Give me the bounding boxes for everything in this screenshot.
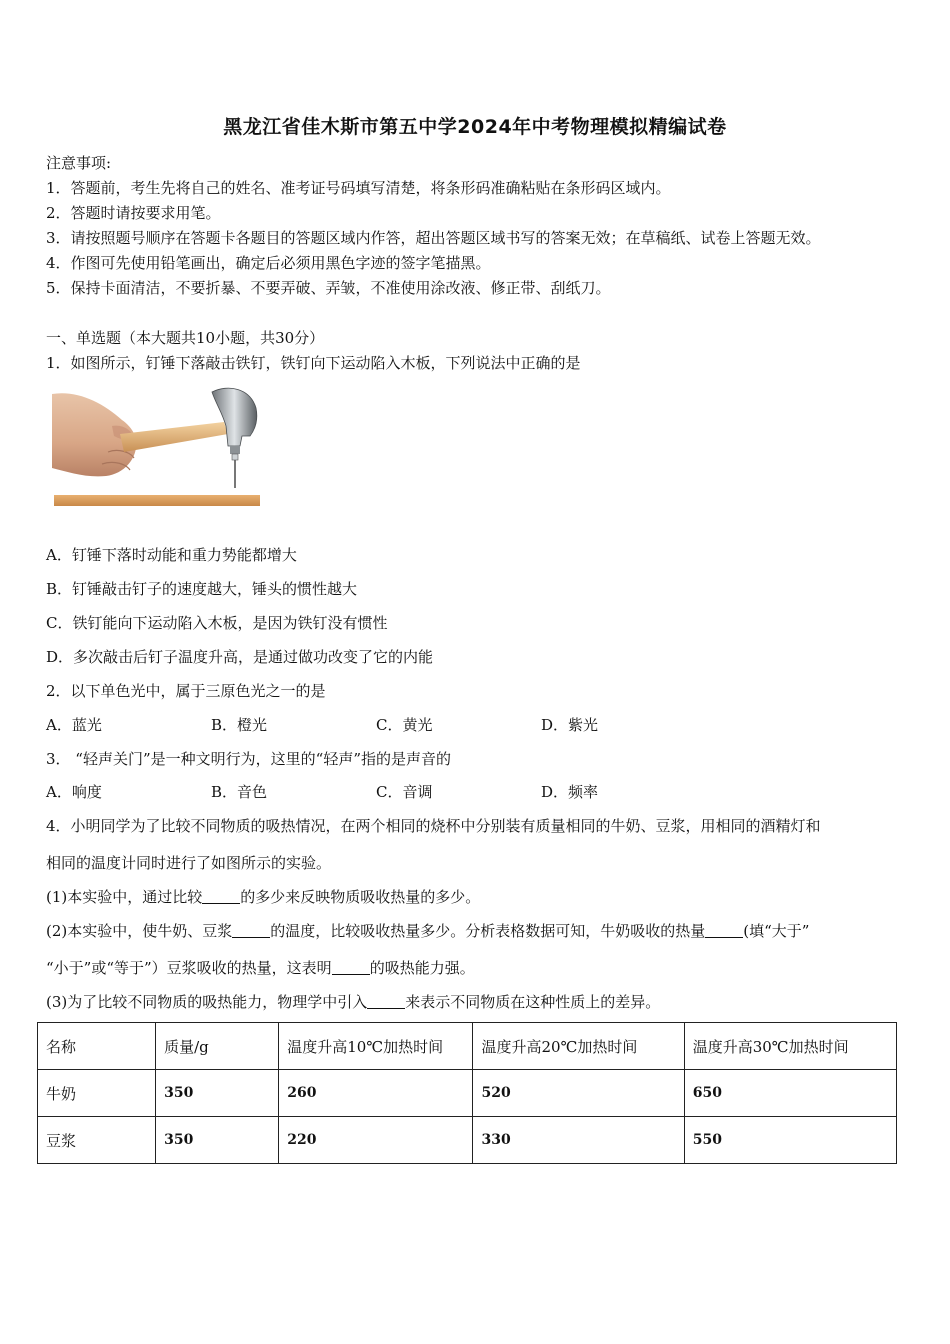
- q4-part2-text-d: “小于”或“等于”）豆浆吸收的热量，这表明: [46, 959, 332, 977]
- q1-option-b: B．钉锤敲击钉子的速度越大，锤头的惯性越大: [46, 580, 358, 598]
- q4-part2-cont: [46, 957, 475, 978]
- q3-stem: 3． “轻声关门”是一种文明行为，这里的“轻声”指的是声音的: [46, 750, 451, 768]
- answer-blank[interactable]: [332, 960, 370, 975]
- table-row: [38, 1070, 897, 1117]
- table-header-row: [38, 1023, 897, 1070]
- table-cell: 330: [473, 1117, 684, 1164]
- q4-part2-text-c: (填“大于”: [743, 922, 810, 940]
- q2-stem: 2．以下单色光中，属于三原色光之一的是: [46, 682, 326, 700]
- q1-option-a: A．钉锤下落时动能和重力势能都增大: [46, 546, 297, 564]
- notice-item-3: 3．请按照题号顺序在答题卡各题目的答题区域内作答，超出答题区域书写的答案无效；在草稿纸、试卷上答题无效。: [46, 229, 821, 247]
- answer-blank[interactable]: [705, 923, 743, 938]
- q1-option-c: C．铁钉能向下运动陷入木板，是因为铁钉没有惯性: [46, 614, 388, 632]
- q2-option-a: A．蓝光: [46, 716, 102, 734]
- answer-blank[interactable]: [367, 994, 405, 1009]
- table-cell: 260: [279, 1070, 473, 1117]
- q4-stem-line2: 相同的温度计同时进行了如图所示的实验。: [46, 854, 332, 872]
- notice-item-5: 5．保持卡面清洁，不要折暴、不要弄破、弄皱，不准使用涂改液、修正带、刮纸刀。: [46, 279, 611, 297]
- q3-option-c: C．音调: [376, 783, 433, 801]
- table-header-cell: 温度升高10℃加热时间: [279, 1023, 473, 1070]
- q3-option-a: A．响度: [46, 783, 102, 801]
- q1-stem: 1．如图所示，钉锤下落敲击铁钉，铁钉向下运动陷入木板，下列说法中正确的是: [46, 354, 581, 372]
- section-heading: 一、单选题（本大题共10小题，共30分）: [46, 329, 325, 347]
- table-cell: 550: [684, 1117, 896, 1164]
- q3-option-d: D．频率: [541, 783, 599, 801]
- q2-option-c: C．黄光: [376, 716, 433, 734]
- notice-item-1: 1．答题前，考生先将自己的姓名、准考证号码填写清楚，将条形码准确粘贴在条形码区域内。: [46, 179, 671, 197]
- table-cell: 牛奶: [38, 1070, 156, 1117]
- table-cell: 豆浆: [38, 1117, 156, 1164]
- notice-heading: 注意事项:: [46, 154, 112, 172]
- q4-part1-text-b: 的多少来反映物质吸收热量的多少。: [240, 888, 481, 906]
- notice-item-2: 2．答题时请按要求用笔。: [46, 204, 221, 222]
- table-cell: 650: [684, 1070, 896, 1117]
- q4-part2-text-e: 的吸热能力强。: [369, 959, 475, 977]
- q3-option-b: B．音色: [211, 783, 268, 801]
- q4-part3-text-a: (3)为了比较不同物质的吸热能力，物理学中引入: [46, 993, 368, 1011]
- exam-title: 黑龙江省佳木斯市第五中学2024年中考物理模拟精编试卷: [223, 116, 727, 138]
- q1-option-d: D．多次敲击后钉子温度升高，是通过做功改变了它的内能: [46, 648, 434, 666]
- q2-option-d: D．紫光: [541, 716, 599, 734]
- q2-option-b: B．橙光: [211, 716, 268, 734]
- table-header-cell: 名称: [38, 1023, 156, 1070]
- hammer-nail-figure: [52, 382, 266, 512]
- table-cell: 350: [156, 1070, 279, 1117]
- notice-item-4: 4．作图可先使用铅笔画出，确定后必须用黑色字迹的签字笔描黑。: [46, 254, 491, 272]
- table-cell: 220: [279, 1117, 473, 1164]
- q4-stem-line1: 4．小明同学为了比较不同物质的吸热情况，在两个相同的烧杯中分别装有质量相同的牛奶、豆浆，用相同的酒精灯和: [46, 817, 821, 835]
- table-header-cell: 质量/g: [156, 1023, 279, 1070]
- table-cell: 350: [156, 1117, 279, 1164]
- table-cell: 520: [473, 1070, 684, 1117]
- q4-part3-text-b: 来表示不同物质在这种性质上的差异。: [405, 993, 661, 1011]
- answer-blank[interactable]: [232, 923, 270, 938]
- table-row: [38, 1117, 897, 1164]
- table-header-cell: 温度升高30℃加热时间: [684, 1023, 896, 1070]
- answer-blank[interactable]: [202, 889, 240, 904]
- q4-part1-text-a: (1)本实验中，通过比较: [46, 888, 203, 906]
- q4-part2-text-a: (2)本实验中，使牛奶、豆浆: [46, 922, 233, 940]
- q4-part3: [46, 991, 660, 1012]
- data-table: [37, 1022, 897, 1164]
- q4-part2-text-b: 的温度，比较吸收热量多少。分析表格数据可知，牛奶吸收的热量: [270, 922, 706, 940]
- q4-part1: [46, 886, 480, 907]
- q4-part2: [46, 920, 809, 941]
- table-header-cell: 温度升高20℃加热时间: [473, 1023, 684, 1070]
